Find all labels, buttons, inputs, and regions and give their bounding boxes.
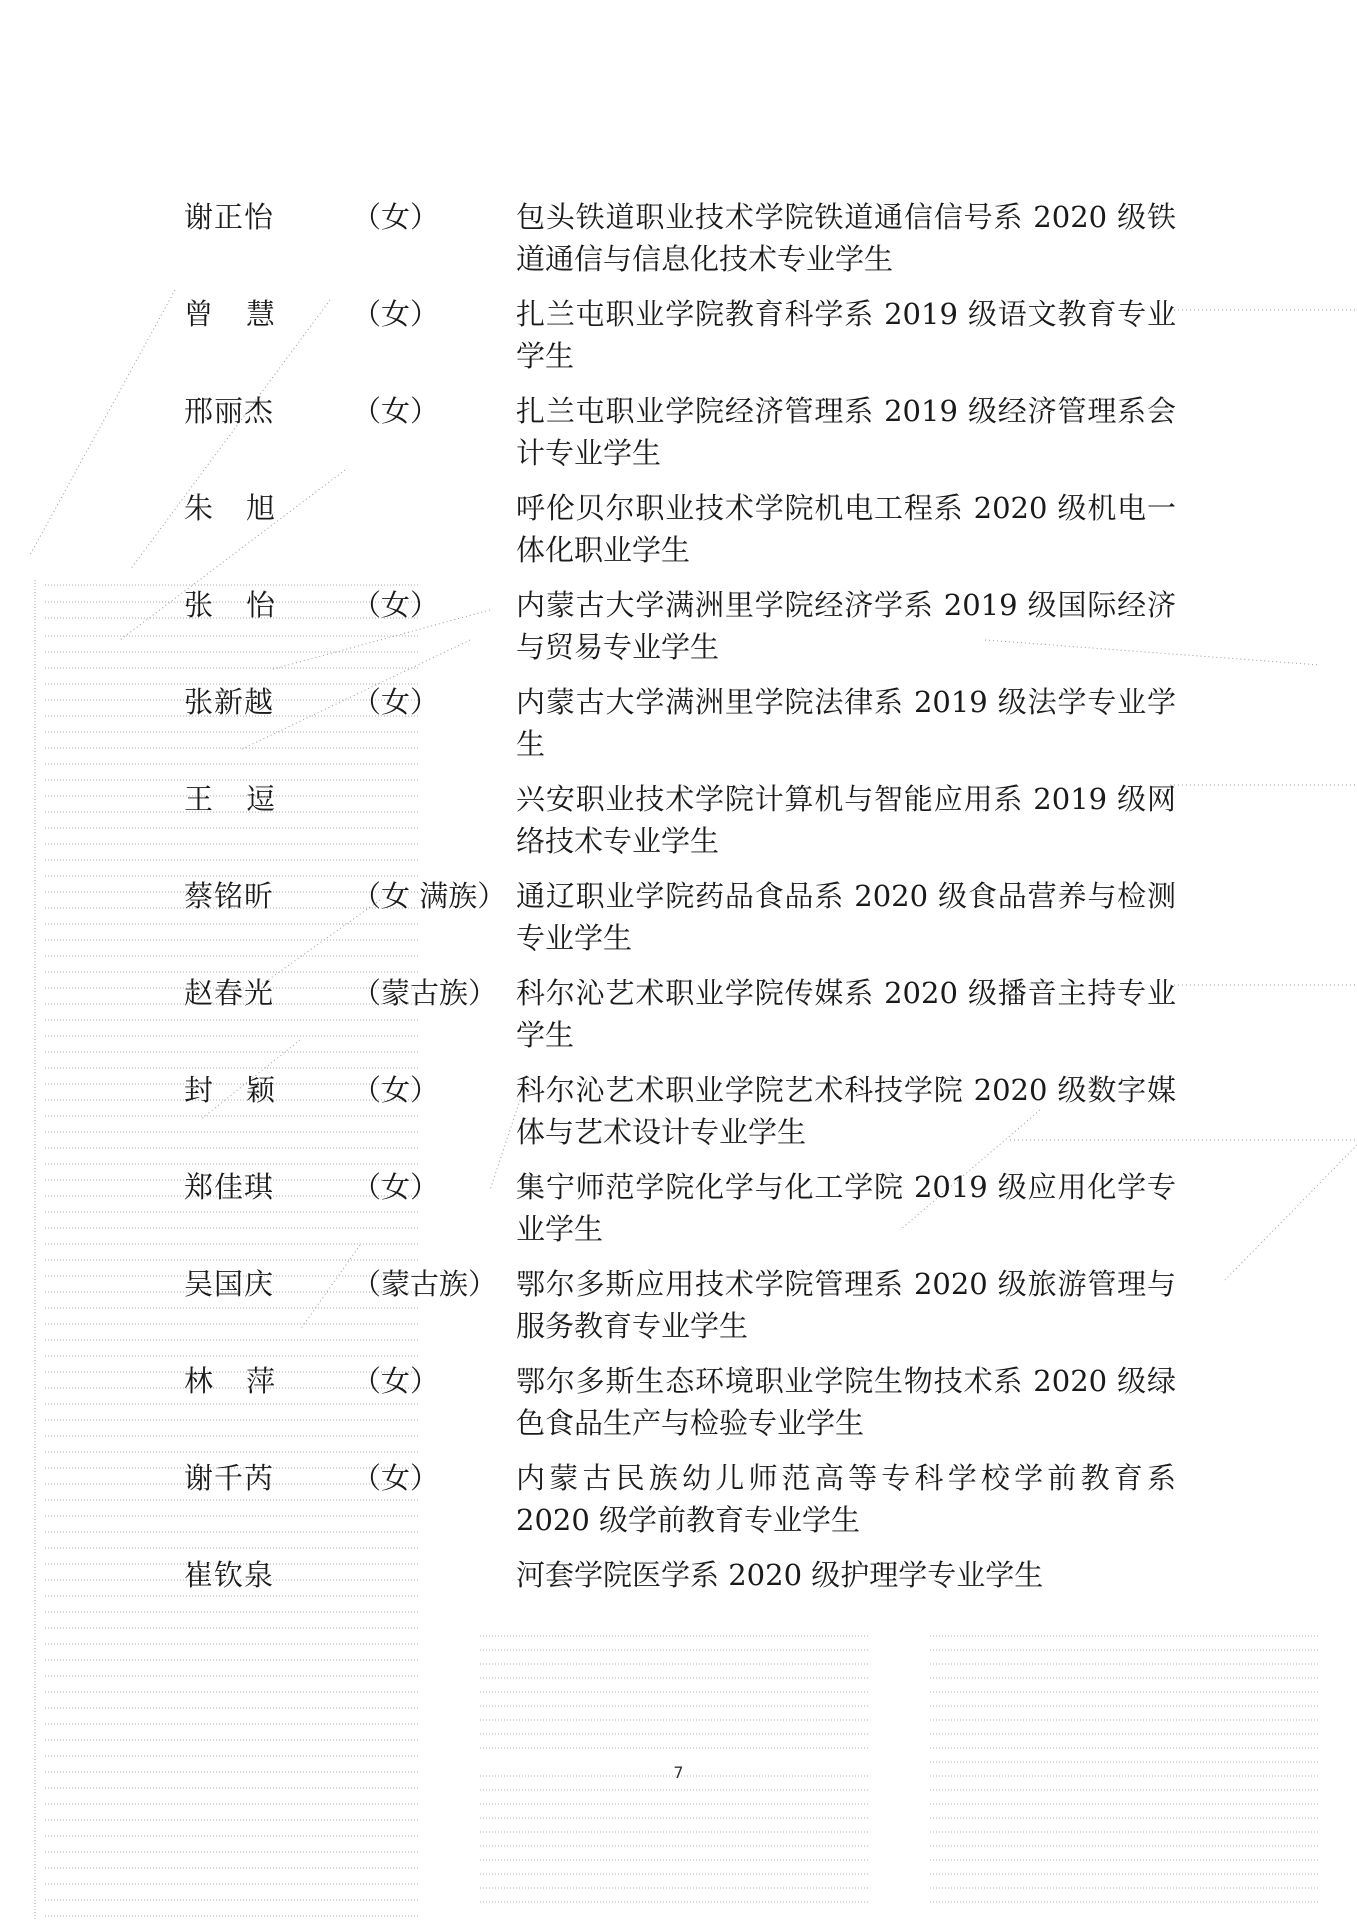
student-note: （蒙古族） [352, 976, 498, 1010]
student-name: 郑佳琪 [184, 1170, 275, 1204]
list-item [0, 972, 1357, 1068]
list-item [0, 1554, 1357, 1650]
list-item [0, 778, 1357, 874]
list-item [0, 196, 1357, 292]
student-description: 呼伦贝尔职业技术学院机电工程系 2020 级机电一体化职业学生 [516, 491, 1176, 567]
student-name: 赵春光 [184, 976, 275, 1010]
student-name: 封颖 [184, 1073, 309, 1107]
student-name: 邢丽杰 [184, 394, 275, 428]
student-name: 张新越 [184, 685, 275, 719]
list-item [0, 1263, 1357, 1359]
student-description: 兴安职业技术学院计算机与智能应用系 2019 级网络技术专业学生 [516, 782, 1176, 858]
student-description: 扎兰屯职业学院经济管理系 2019 级经济管理系会计专业学生 [516, 394, 1176, 470]
student-name: 崔钦泉 [184, 1558, 275, 1592]
student-name: 张怡 [184, 588, 309, 622]
student-note: （女） [352, 685, 440, 719]
student-description: 通辽职业学院药品食品系 2020 级食品营养与检测专业学生 [516, 879, 1176, 955]
list-item [0, 584, 1357, 680]
student-note: （女） [352, 394, 440, 428]
list-item [0, 1166, 1357, 1262]
student-name: 曾慧 [184, 297, 309, 331]
student-description: 科尔沁艺术职业学院艺术科技学院 2020 级数字媒体与艺术设计专业学生 [516, 1073, 1176, 1149]
student-description: 鄂尔多斯应用技术学院管理系 2020 级旅游管理与服务教育专业学生 [516, 1267, 1176, 1343]
student-description: 科尔沁艺术职业学院传媒系 2020 级播音主持专业学生 [516, 976, 1176, 1052]
student-note: （女） [352, 1170, 440, 1204]
list-item [0, 681, 1357, 777]
student-name: 谢千芮 [184, 1461, 275, 1495]
student-description: 河套学院医学系 2020 级护理学专业学生 [516, 1558, 1044, 1592]
student-note: （女） [352, 1461, 440, 1495]
student-description: 内蒙古大学满洲里学院法律系 2019 级法学专业学生 [516, 685, 1176, 761]
student-note: （女 满族） [352, 879, 507, 913]
student-name: 林萍 [184, 1364, 309, 1398]
list-item [0, 875, 1357, 971]
student-description: 鄂尔多斯生态环境职业学院生物技术系 2020 级绿色食品生产与检验专业学生 [516, 1364, 1176, 1440]
list-item [0, 1069, 1357, 1165]
student-description: 集宁师范学院化学与化工学院 2019 级应用化学专业学生 [516, 1170, 1176, 1246]
student-name: 谢正怡 [184, 200, 275, 234]
student-name: 王逗 [184, 782, 309, 816]
student-description: 扎兰屯职业学院教育科学系 2019 级语文教育专业学生 [516, 297, 1176, 373]
student-name: 朱旭 [184, 491, 309, 525]
student-description: 内蒙古民族幼儿师范高等专科学校学前教育系 2020 级学前教育专业学生 [516, 1461, 1176, 1537]
list-item [0, 1457, 1357, 1553]
page-number: 7 [673, 1763, 684, 1782]
student-note: （女） [352, 1073, 440, 1107]
student-description: 包头铁道职业技术学院铁道通信信号系 2020 级铁道通信与信息化技术专业学生 [516, 200, 1176, 276]
student-note: （女） [352, 588, 440, 622]
student-name: 吴国庆 [184, 1267, 275, 1301]
student-note: （女） [352, 200, 440, 234]
list-item [0, 293, 1357, 389]
list-item [0, 487, 1357, 583]
list-item [0, 1360, 1357, 1456]
student-name: 蔡铭昕 [184, 879, 275, 913]
list-item [0, 390, 1357, 486]
student-note: （女） [352, 1364, 440, 1398]
student-note: （女） [352, 297, 440, 331]
student-note: （蒙古族） [352, 1267, 498, 1301]
student-description: 内蒙古大学满洲里学院经济学系 2019 级国际经济与贸易专业学生 [516, 588, 1176, 664]
